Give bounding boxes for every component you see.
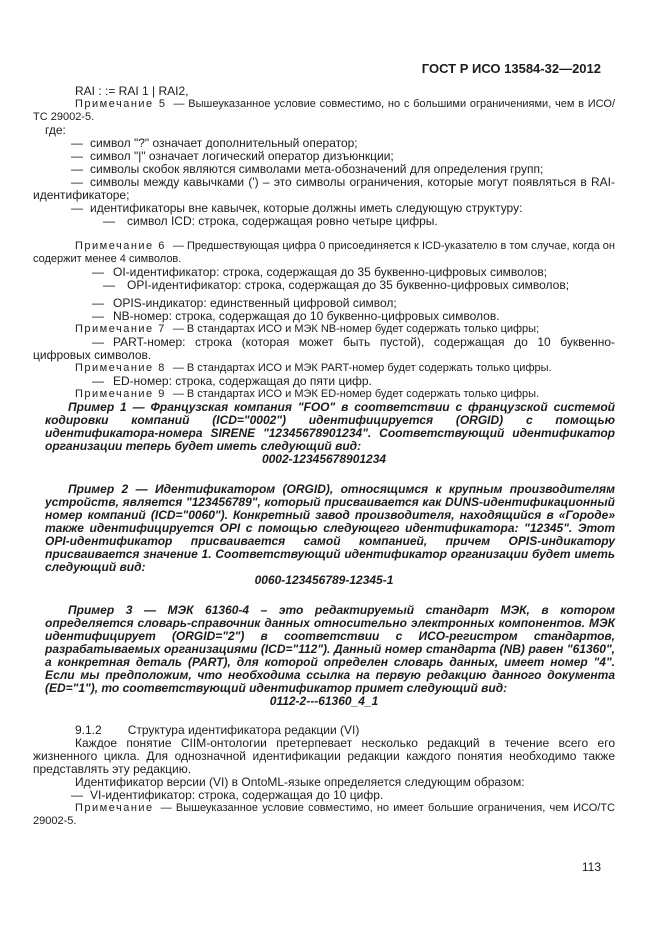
list-item-vi <box>33 789 615 802</box>
section-number: 9.1.2 <box>75 723 102 737</box>
list-item-icd <box>33 215 615 228</box>
list-item-quoted-symbols <box>33 176 615 202</box>
doc-code: ГОСТ Р ИСО 13584-32—2012 <box>421 61 601 76</box>
list-item-text: OI-идентификатор: строка, содержащая до 35 буквенно-цифровых символов; <box>113 265 548 279</box>
spacer <box>33 708 615 724</box>
page-number: 113 <box>581 860 601 874</box>
example-1-paragraph: Пример 1 — Французская компания "FOO" в соответствии с французской системой кодировки компаний (ICD="0002") идентифицируется (ORGID) с помощью идентификатора-номера SIRENE "12345678901234". Соответствующий идентификатор организации теперь будет иметь следующий вид: <box>45 400 615 453</box>
list-item-text: идентификаторы вне кавычек, которые должны иметь следующую структуру: <box>90 201 523 215</box>
dash-bullet: — <box>71 149 83 163</box>
note-text: — Вышеуказанное условие совместимо, но имеет большие ограничения, чем ИСО/ТС 29002-5. <box>33 802 615 827</box>
note-label: Примечание 9 <box>75 388 166 400</box>
example-2-paragraph: Пример 2 — Идентификатором (ORGID), относящимся к крупным производителям устройств, является "123456789", который присваивается как DUNS-идентификационный номер компаний (ICD="0060"). Конкретный завод производителя, находящийся в «Городе» также идентифицируется OPI с помощью следующего идентификатора: "12345". Этот OPI-идентификатор присваивается самой компанией, причем OPIS-индикатору присваивается значение 1. Соответствующий идентификатор организации будет иметь следующий вид: <box>45 482 615 574</box>
spacer <box>33 466 615 483</box>
list-item-ed <box>33 375 615 388</box>
note-label: Примечание 6 <box>75 240 166 252</box>
note-5 <box>33 98 615 124</box>
note-text: — В стандартах ИСО и МЭК NB-номер будет содержать только цифры; <box>172 323 540 335</box>
dash-bullet: — <box>71 788 83 802</box>
list-item-text: OPI-идентификатор: строка, содержащая до 35 буквенно-цифровых символов; <box>127 278 570 292</box>
list-item-text: OPIS-индикатор: единственный цифровой символ; <box>113 296 397 310</box>
example-1-value: 0002-12345678901234 <box>261 452 387 466</box>
example-3-value: 0112-2---61360_4_1 <box>269 694 379 708</box>
list-item-nb <box>33 310 615 323</box>
note-text: — В стандартах ИСО и МЭК ED-номер будет содержать только цифры. <box>172 388 540 400</box>
note-text: — Вышеуказанное условие совместимо, но с большими ограничениями, чем в ИСО/ТС 29002-5. <box>33 98 615 123</box>
dash-bullet: — <box>71 162 83 176</box>
note-label: Примечание 7 <box>75 323 166 335</box>
note-text: — В стандартах ИСО и МЭК PART-номер будет содержать только цифры. <box>172 362 552 374</box>
note-6 <box>33 240 615 266</box>
list-item-text: символ "?" означает дополнительный оператор; <box>90 136 358 150</box>
list-item-part <box>33 336 615 362</box>
list-item-text: VI-идентификатор: строка, содержащая до 10 цифр. <box>90 788 384 802</box>
dash-bullet: — <box>103 278 115 292</box>
spacer <box>33 587 615 604</box>
dash-bullet: — <box>92 265 104 279</box>
list-item-text: символ "|" означает логический оператор дизъюнкции; <box>90 149 394 163</box>
list-item-text: символ ICD: строка, содержащая ровно четыре цифры. <box>127 214 438 228</box>
dash-bullet: — <box>71 136 83 150</box>
dash-bullet: — <box>71 201 83 215</box>
where-label: где: <box>45 123 66 137</box>
section-title: Структура идентификатора редакции (VI) <box>127 723 360 737</box>
list-item-text: ED-номер: строка, содержащая до пяти цифр. <box>113 374 372 388</box>
rai-rule: RAI : := RAI 1 | RAI2, <box>75 84 189 98</box>
list-item-text: символы скобок являются символами мета-обозначений для определения групп; <box>90 162 544 176</box>
dash-bullet: — <box>103 214 115 228</box>
dash-bullet: — <box>92 309 104 323</box>
spacer <box>33 228 615 240</box>
dash-bullet: — <box>92 296 104 310</box>
example-3-paragraph: Пример 3 — МЭК 61360-4 – это редактируемый стандарт МЭК, в котором определяется словарь-справочник данных относительно электронных компонентов. МЭК идентифицирует (ORGID="2") в соответствии с ИСО-регистром стандартов, разрабатываемых организациями (ICD="112"). Данный номер стандарта (NB) равен "61360", а конкретная деталь (PART), для которой определен словарь данных, имеет номер "4". Если мы предположим, что необходима ссылка на первую редакцию данного документа (ED="1"), то соответствующий идентификатор примет следующий вид: <box>45 603 615 695</box>
list-item-opi <box>33 279 615 292</box>
note-text: — Предшествующая цифра 0 присоединяется к ICD-указателю в том случае, когда он содержит менее 4 символов. <box>33 240 616 265</box>
paragraph-lifecycle: Каждое понятие CIIM-онтологии претерпевает несколько редакций в течение всего его жизненного цикла. Для однозначной идентификации редакции каждого понятия необходимо также представлять эту редакцию. <box>33 736 615 776</box>
list-item-text: NB-номер: строка, содержащая до 10 буквенно-цифровых символов. <box>113 309 500 323</box>
dash-bullet: — <box>92 374 104 388</box>
example-2-value: 0060-123456789-12345-1 <box>254 573 394 587</box>
list-item-text: символы между кавычками (') – это символы ограничения, которые могут появляться в RAI-идентификаторе; <box>33 175 615 202</box>
note-label: Примечание 8 <box>75 362 166 374</box>
paragraph-version-id: Идентификатор версии (VI) в OntoML-языке определяется следующим образом: <box>75 775 525 789</box>
dash-bullet: — <box>71 175 83 189</box>
list-item-text: PART-номер: строка (которая может быть пустой), содержащая до 10 буквенно-цифровых символов. <box>33 335 615 362</box>
note-final <box>33 802 615 828</box>
note-label: Примечание 5 <box>75 98 167 110</box>
dash-bullet: — <box>92 335 104 349</box>
note-label: Примечание <box>75 802 154 814</box>
page-content <box>33 85 615 828</box>
